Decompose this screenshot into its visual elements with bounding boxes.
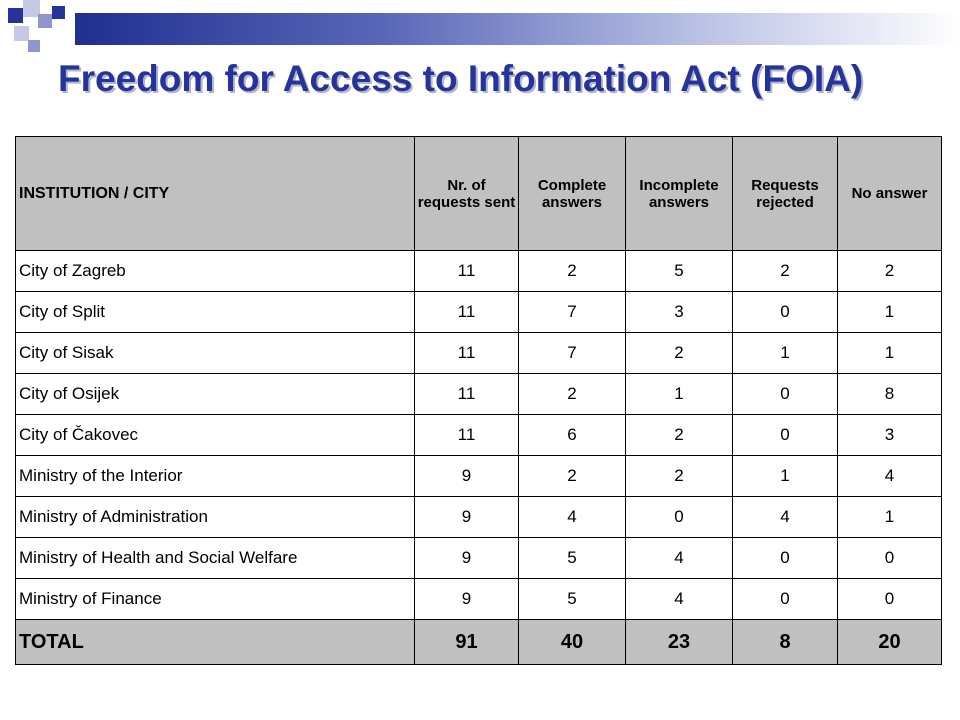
cell-rejected: 0	[733, 374, 838, 415]
header-incomplete-answers: Incomplete answers	[626, 137, 733, 251]
decor-square-periwinkle-low	[28, 40, 40, 52]
cell-incomplete: 2	[626, 456, 733, 497]
decor-square-navy	[8, 8, 23, 23]
cell-requests-sent: 11	[415, 374, 519, 415]
cell-no-answer: 1	[838, 497, 942, 538]
header-institution: INSTITUTION / CITY	[16, 137, 415, 251]
cell-complete: 5	[519, 538, 626, 579]
cell-incomplete: 2	[626, 333, 733, 374]
total-rejected: 8	[733, 620, 838, 665]
table-row	[16, 333, 942, 374]
cell-requests-sent: 9	[415, 456, 519, 497]
total-label: TOTAL	[16, 620, 415, 665]
cell-requests-sent: 11	[415, 333, 519, 374]
table-row	[16, 415, 942, 456]
table-row	[16, 497, 942, 538]
table-row	[16, 579, 942, 620]
cell-rejected: 2	[733, 251, 838, 292]
cell-incomplete: 5	[626, 251, 733, 292]
cell-no-answer: 1	[838, 292, 942, 333]
cell-rejected: 0	[733, 292, 838, 333]
cell-no-answer: 0	[838, 538, 942, 579]
cell-rejected: 1	[733, 456, 838, 497]
header-no-answer: No answer	[838, 137, 942, 251]
header-requests-rejected: Requests rejected	[733, 137, 838, 251]
cell-no-answer: 8	[838, 374, 942, 415]
cell-institution: City of Sisak	[16, 333, 415, 374]
cell-requests-sent: 11	[415, 251, 519, 292]
total-no-answer: 20	[838, 620, 942, 665]
cell-incomplete: 4	[626, 579, 733, 620]
cell-incomplete: 1	[626, 374, 733, 415]
cell-rejected: 4	[733, 497, 838, 538]
cell-institution: Ministry of Health and Social Welfare	[16, 538, 415, 579]
cell-rejected: 0	[733, 579, 838, 620]
cell-no-answer: 0	[838, 579, 942, 620]
cell-rejected: 0	[733, 415, 838, 456]
cell-incomplete: 0	[626, 497, 733, 538]
cell-incomplete: 3	[626, 292, 733, 333]
cell-institution: City of Zagreb	[16, 251, 415, 292]
decor-square-lavender-low	[14, 26, 29, 41]
cell-incomplete: 2	[626, 415, 733, 456]
table-row	[16, 292, 942, 333]
decor-square-periwinkle	[38, 14, 52, 28]
header-row	[16, 137, 942, 251]
cell-no-answer: 4	[838, 456, 942, 497]
cell-requests-sent: 9	[415, 538, 519, 579]
cell-no-answer: 1	[838, 333, 942, 374]
cell-requests-sent: 9	[415, 497, 519, 538]
cell-requests-sent: 11	[415, 415, 519, 456]
cell-no-answer: 2	[838, 251, 942, 292]
cell-complete: 7	[519, 292, 626, 333]
cell-requests-sent: 11	[415, 292, 519, 333]
cell-incomplete: 4	[626, 538, 733, 579]
total-complete: 40	[519, 620, 626, 665]
cell-institution: City of Osijek	[16, 374, 415, 415]
cell-institution: City of Čakovec	[16, 415, 415, 456]
decor-square-navy-small	[52, 6, 65, 19]
page-title: Freedom for Access to Information Act (FOIA)	[58, 58, 864, 99]
cell-complete: 2	[519, 251, 626, 292]
cell-complete: 7	[519, 333, 626, 374]
cell-complete: 2	[519, 374, 626, 415]
cell-complete: 2	[519, 456, 626, 497]
cell-rejected: 1	[733, 333, 838, 374]
cell-institution: Ministry of Administration	[16, 497, 415, 538]
total-requests-sent: 91	[415, 620, 519, 665]
cell-complete: 6	[519, 415, 626, 456]
cell-rejected: 0	[733, 538, 838, 579]
cell-no-answer: 3	[838, 415, 942, 456]
cell-complete: 5	[519, 579, 626, 620]
cell-requests-sent: 9	[415, 579, 519, 620]
header-complete-answers: Complete answers	[519, 137, 626, 251]
table-row	[16, 374, 942, 415]
table-row	[16, 538, 942, 579]
cell-complete: 4	[519, 497, 626, 538]
cell-institution: City of Split	[16, 292, 415, 333]
table-row	[16, 456, 942, 497]
foia-table	[15, 136, 942, 665]
table-row	[16, 251, 942, 292]
cell-institution: Ministry of Finance	[16, 579, 415, 620]
total-incomplete: 23	[626, 620, 733, 665]
header-gradient-bar	[75, 13, 960, 45]
cell-institution: Ministry of the Interior	[16, 456, 415, 497]
header-requests-sent: Nr. of requests sent	[415, 137, 519, 251]
total-row	[16, 620, 942, 665]
